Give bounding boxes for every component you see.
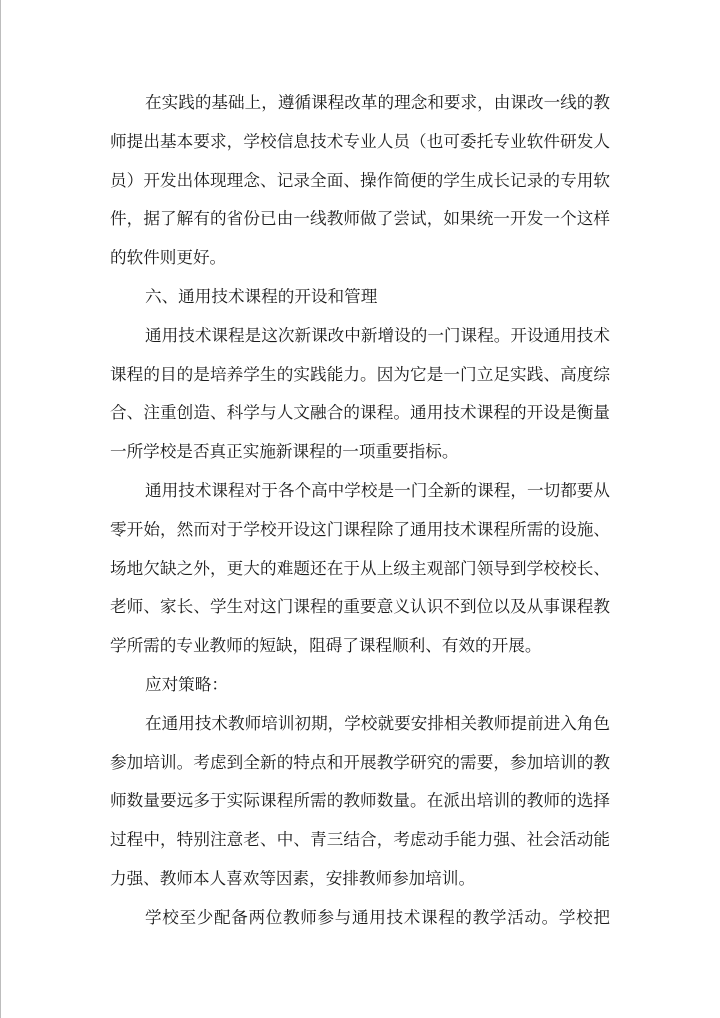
text-line: 合、注重创造、科学与人文融合的课程。通用技术课程的开设是衡量 [110, 403, 610, 423]
text-line: 场地欠缺之外，更大的难题还在于从上级主观部门领导到学校校长、 [110, 558, 610, 578]
document-body [110, 84, 610, 938]
text-line: 一所学校是否真正实施新课程的一项重要指标。 [110, 442, 459, 462]
text-line: 老师、家长、学生对这门课程的重要意义认识不到位以及从事课程教 [110, 597, 610, 617]
text-line: 学所需的专业教师的短缺，阻碍了课程顺利、有效的开展。 [110, 636, 542, 656]
text-line: 零开始，然而对于学校开设这门课程除了通用技术课程所需的设施、 [110, 519, 610, 539]
text-line: 在实践的基础上，遵循课程改革的理念和要求，由课改一线的教 [145, 93, 610, 112]
text-line: 的软件则更好。 [110, 248, 227, 268]
section-heading [110, 278, 610, 317]
text-line: 通用技术课程是这次新课改中新增设的一门课程。开设通用技术 [145, 325, 610, 345]
paragraph [110, 705, 610, 899]
page-edge [0, 0, 1, 1018]
text-line: 在通用技术教师培训初期，学校就要安排相关教师提前进入角色 [145, 713, 610, 733]
text-line: 应对策略： [145, 674, 228, 694]
text-line: 员）开发出体现理念、记录全面、操作简便的学生成长记录的专用软 [110, 170, 610, 190]
text-line: 力强、教师本人喜欢等因素，安排教师参加培训。 [110, 868, 476, 888]
paragraph [110, 84, 610, 278]
paragraph [110, 317, 610, 472]
text-line: 过程中，特别注意老、中、青三结合，考虑动手能力强、社会活动能 [110, 830, 610, 850]
text-line: 师提出基本要求，学校信息技术专业人员（也可委托专业软件研发人 [110, 131, 610, 151]
text-line: 课程的目的是培养学生的实践能力。因为它是一门立足实践、高度综 [110, 364, 610, 384]
paragraph [110, 472, 610, 666]
text-line: 件，据了解有的省份已由一线教师做了尝试，如果统一开发一个这样 [110, 209, 610, 229]
paragraph [110, 899, 610, 938]
text-line: 师数量要远多于实际课程所需的教师数量。在派出培训的教师的选择 [110, 791, 610, 811]
text-line: 六、通用技术课程的开设和管理 [145, 286, 378, 306]
section-heading [110, 666, 610, 705]
text-line: 学校至少配备两位教师参与通用技术课程的教学活动。学校把 [145, 907, 610, 927]
text-line: 参加培训。考虑到全新的特点和开展教学研究的需要，参加培训的教 [110, 752, 610, 772]
text-line: 通用技术课程对于各个高中学校是一门全新的课程，一切都要从 [145, 480, 610, 500]
